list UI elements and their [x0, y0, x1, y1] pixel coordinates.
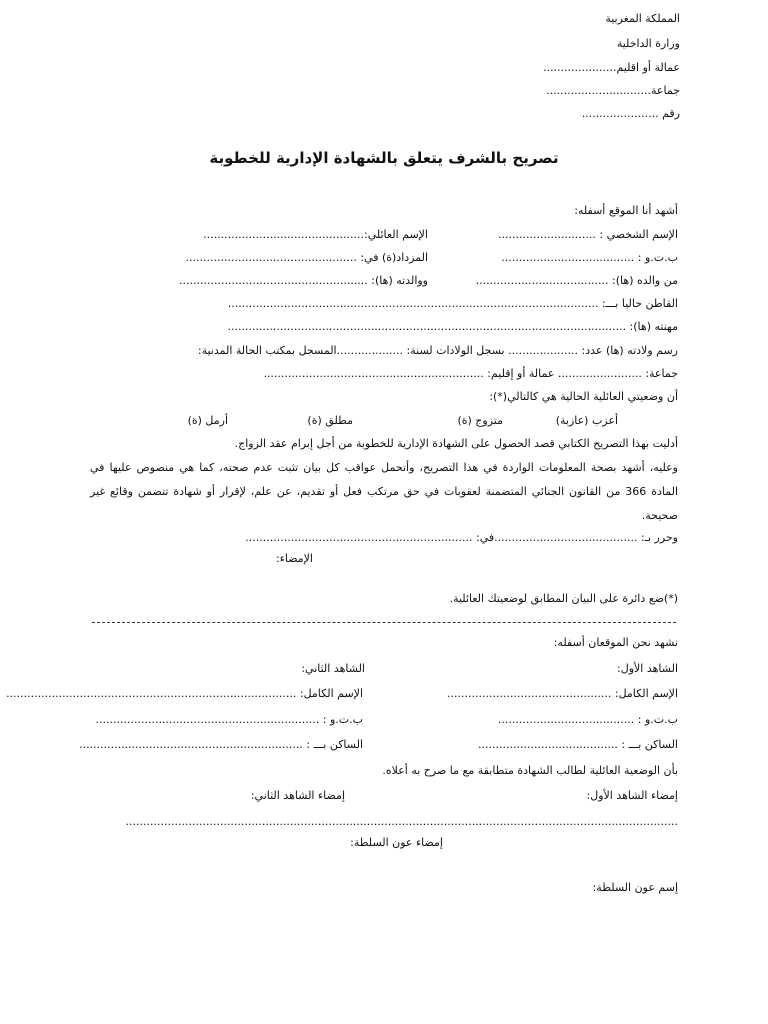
marital-footnote: (*)ضع دائرة على البيان المطابق لوضعيتك العائلية.	[449, 592, 678, 605]
witnesses-intro: نشهد نحن الموقعان أسفله:	[553, 636, 678, 649]
second-witness-cin-field: ب.ت.و : ................................................................	[95, 713, 363, 726]
second-witness-title: الشاهد الثاني:	[301, 662, 365, 675]
section-divider	[92, 622, 676, 623]
authority-signature-label: إمضاء عون السلطة:	[350, 836, 443, 849]
option-married[interactable]: متزوج (ة)	[457, 414, 503, 427]
option-divorced[interactable]: مطلق (ة)	[307, 414, 353, 427]
first-witness-title: الشاهد الأول:	[617, 662, 678, 675]
commune-province-field: جماعة: ........................ عمالة أو إقليم: ...............................................................	[263, 367, 678, 380]
option-single[interactable]: أعزب (عازبة)	[555, 414, 618, 427]
authority-name-label: إسم عون السلطة:	[592, 881, 678, 894]
kingdom-label: المملكة المغربية	[605, 12, 680, 25]
declaration-paragraph-2: وعليه، أشهد بصحة المعلومات الواردة في هذا التصريح، وأتحمل عواقب كل بيان تثبت عدم صحته، كما هي منصوص عليها في المادة 366 من القانون الجنائي المتضمنة لعقوبات في حق مرتكب فعل أو تقديم، عن علم، لإقرار أو شهادة تتضمن وقائع غير صحيحة.	[90, 461, 678, 522]
first-witness-residence-field: الساكن بـــ : ........................................	[478, 738, 678, 751]
personal-name-field: الإسم الشخصي : ............................	[498, 228, 678, 241]
second-witness-name-field: الإسم الكامل: ...................................................................................	[6, 687, 363, 700]
applicant-signature-label: الإمضاء:	[276, 552, 313, 565]
birth-record-field: رسم ولادته (ها) عدد: .................... بسجل الولادات لسنة: ...................المسجل بمكتب الحالة المدنية:	[197, 344, 678, 357]
option-widowed[interactable]: أرمل (ة)	[187, 414, 228, 427]
second-witness-residence-field: الساكن بـــ : ................................................................	[79, 738, 363, 751]
declaration-paragraph-1: أدليت بهذا التصريح الكتابي قصد الحصول على الشهادة الإدارية للخطوبة من أجل إبرام عقد الزواج.	[234, 437, 678, 450]
father-field: من والده (ها): ......................................	[475, 274, 678, 287]
commune-field: جماعة..............................	[546, 84, 680, 97]
witness-signature-dots: ..............................................................................................................................................................	[125, 815, 678, 828]
first-witness-name-field: الإسم الكامل: ...............................................	[447, 687, 678, 700]
mother-field: ووالدته (ها): ......................................................	[178, 274, 428, 287]
page-title: تصريح بالشرف يتعلق بالشهادة الإدارية للخطوبة	[209, 149, 559, 167]
residence-field: القاطن حاليا بـــ: ..........................................................................................................	[227, 297, 678, 310]
number-field: رقم ......................	[581, 107, 680, 120]
first-witness-cin-field: ب.ت.و : .......................................	[497, 713, 678, 726]
written-at-field: وحرر بـ: .........................................في: .................................................................	[245, 531, 678, 544]
ministry-label: وزارة الداخلية	[616, 37, 680, 50]
first-witness-signature-label: إمضاء الشاهد الأول:	[586, 789, 678, 802]
intro-line: أشهد أنا الموقع أسفله:	[574, 204, 678, 217]
second-witness-signature-label: إمضاء الشاهد الثاني:	[250, 789, 345, 802]
cin-field: ب.ت.و : ......................................	[501, 251, 678, 264]
born-in-field: المزداد(ة) في: .................................................	[185, 251, 428, 264]
profession-field: مهنته (ها): ..................................................................................................................	[227, 320, 678, 333]
marital-status-intro: أن وضعيتي العائلية الحالية هي كالتالي(*):	[489, 390, 678, 403]
witness-confirmation: بأن الوضعية العائلية لطالب الشهادة متطابقة مع ما صرح به أعلاه.	[382, 764, 678, 777]
family-name-field: الإسم العائلي:..............................................	[203, 228, 428, 241]
prefecture-field: عمالة أو اقليم.....................	[543, 61, 680, 74]
